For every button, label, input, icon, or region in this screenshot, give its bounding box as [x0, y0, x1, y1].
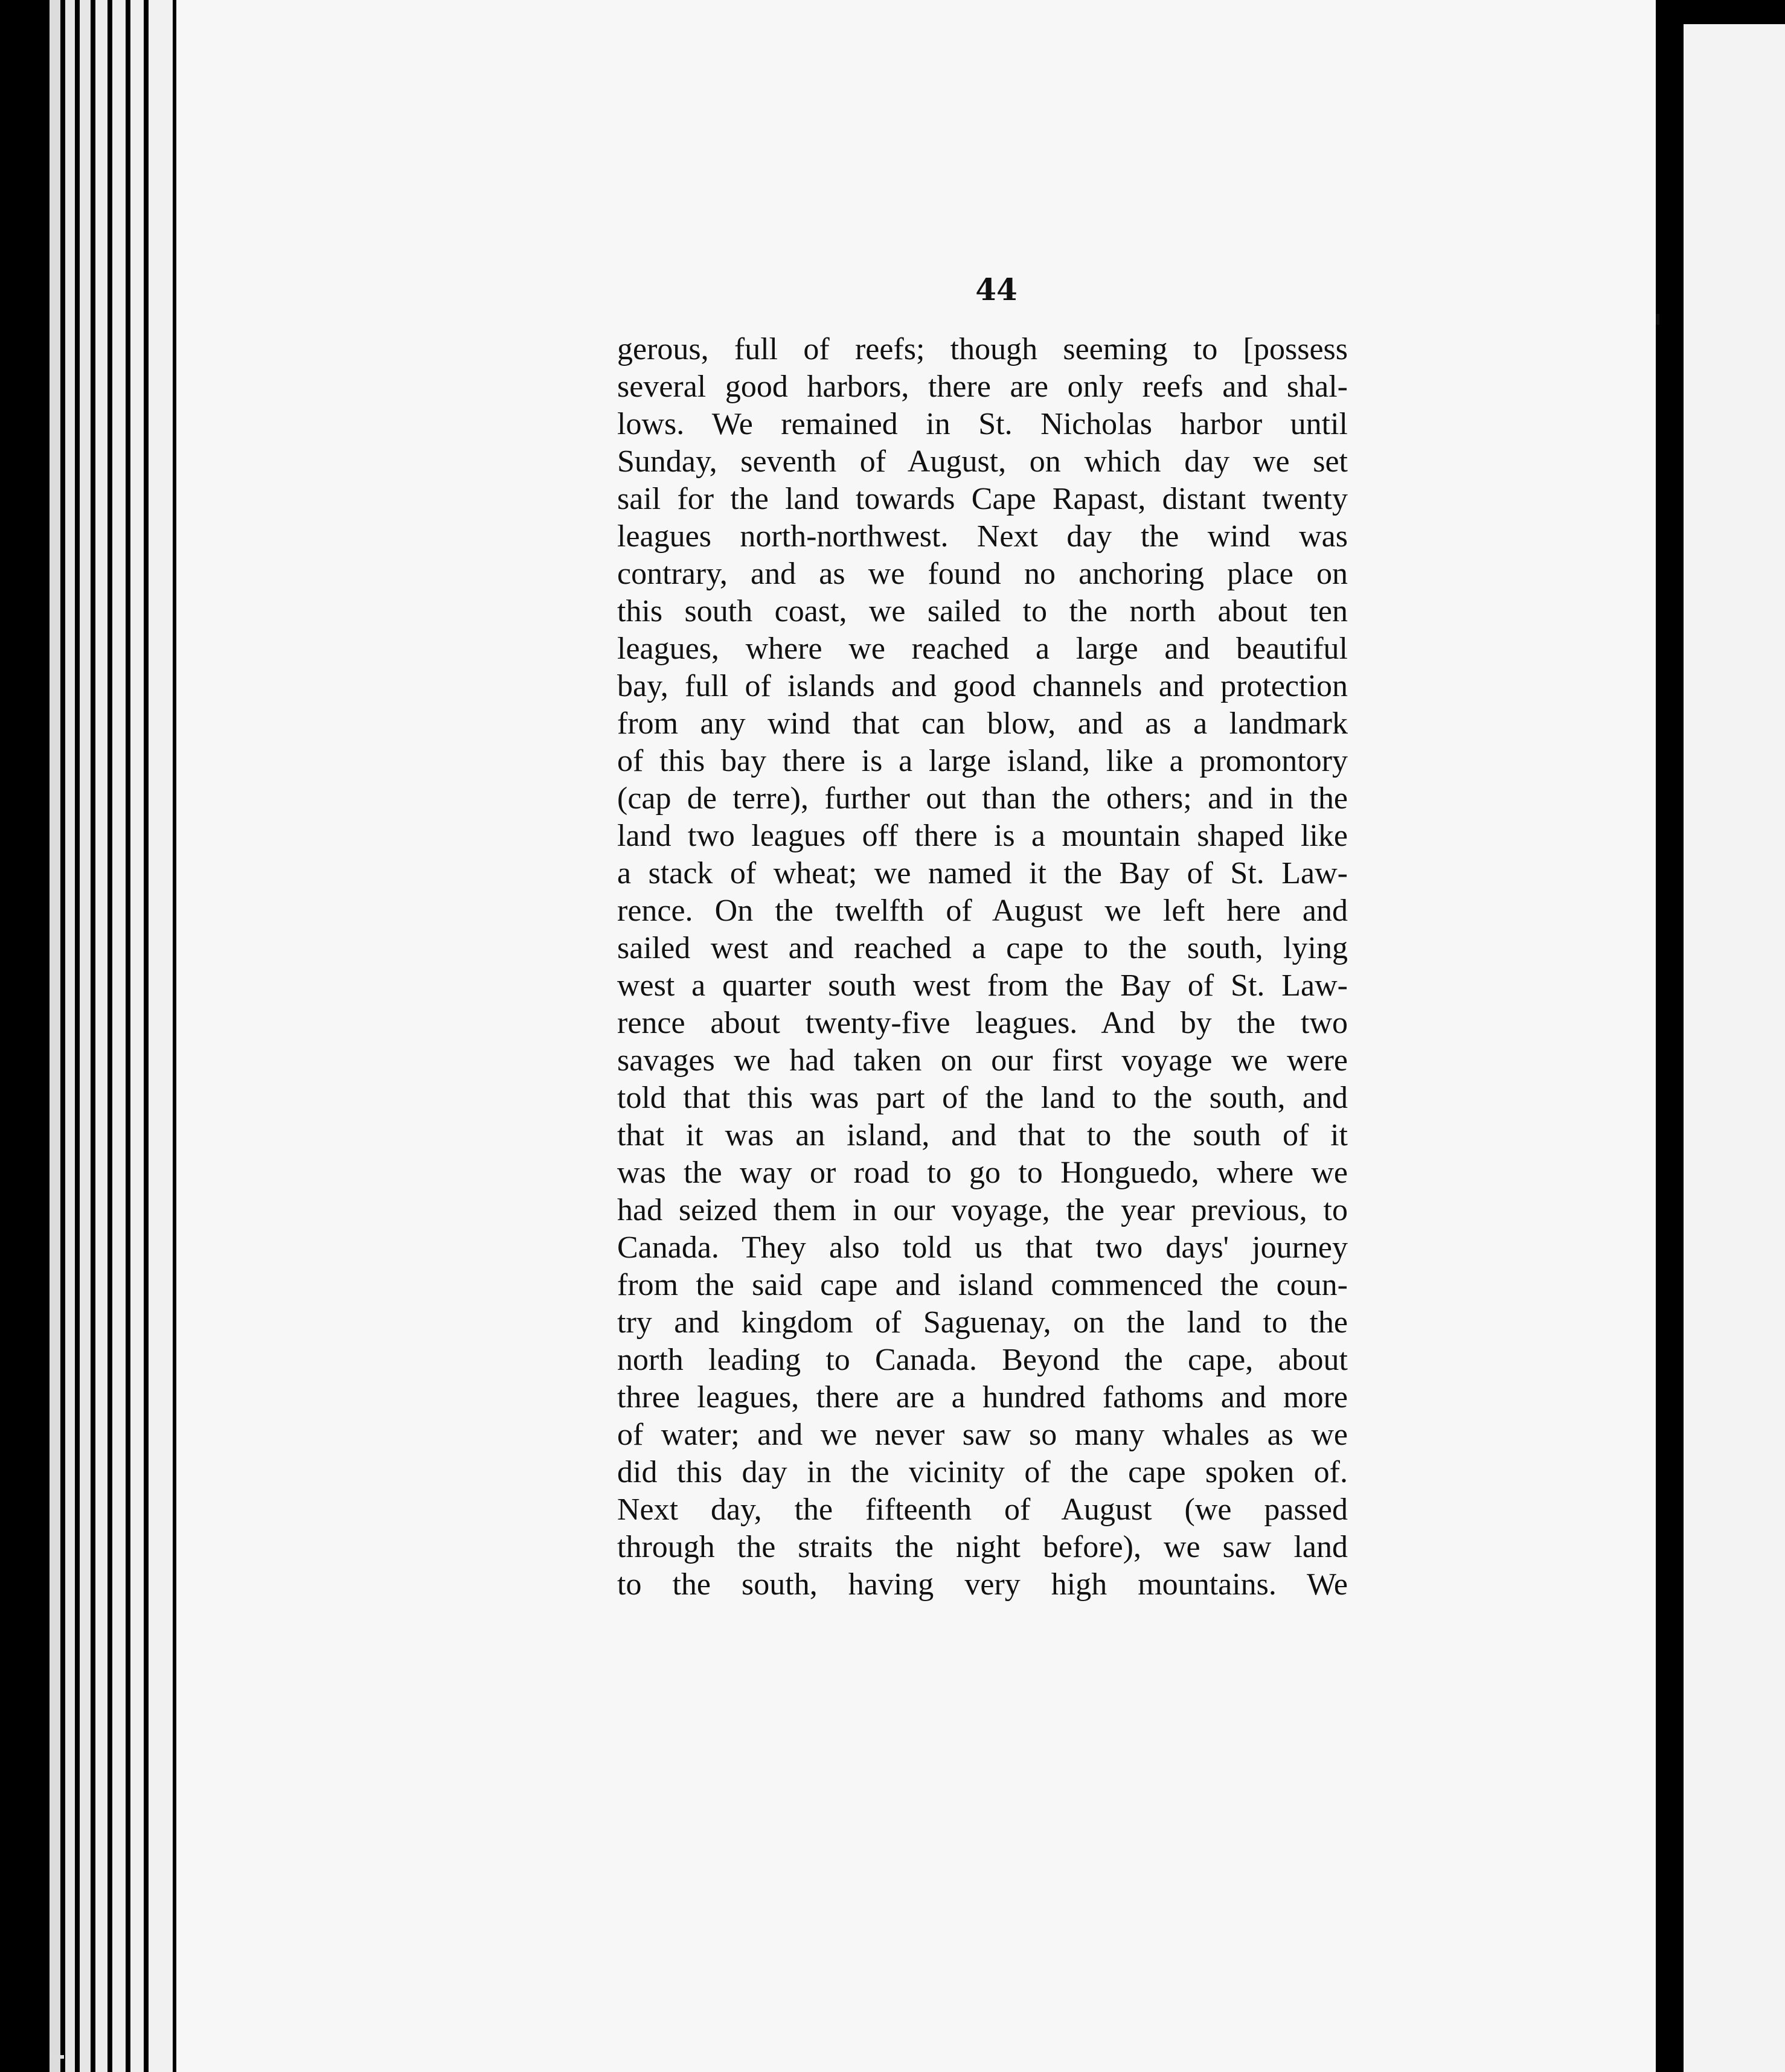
text-line: a stack of wheat; we named it the Bay of St. Law- — [617, 856, 1348, 891]
text-line: west a quarter south west from the Bay of St. Law- — [617, 968, 1348, 1003]
text-line: several good harbors, there are only reefs and shal- — [617, 369, 1348, 404]
text-line: was the way or road to go to Honguedo, where we — [617, 1156, 1348, 1190]
text-line: leagues north-northwest. Next day the wind was — [617, 519, 1348, 554]
text-line: rence. On the twelfth of August we left here and — [617, 894, 1348, 928]
text-line: of water; and we never saw so many whales as we — [617, 1418, 1348, 1452]
text-line: three leagues, there are a hundred fathoms and more — [617, 1380, 1348, 1415]
text-line: from the said cape and island commenced the coun- — [617, 1268, 1348, 1302]
text-line: told that this was part of the land to the south, and — [617, 1081, 1348, 1115]
text-line: (cap de terre), further out than the others; and in the — [617, 781, 1348, 816]
text-line: land two leagues off there is a mountain shaped like — [617, 819, 1348, 853]
text-line: contrary, and as we found no anchoring place on — [617, 557, 1348, 591]
text-line: of this bay there is a large island, like a promontory — [617, 744, 1348, 778]
text-line: Canada. They also told us that two days' journey — [617, 1230, 1348, 1265]
page-edge — [149, 0, 173, 2072]
body-text — [617, 331, 1348, 1604]
page-edge — [50, 0, 60, 2072]
text-line: had seized them in our voyage, the year previous, to — [617, 1193, 1348, 1227]
text-line: from any wind that can blow, and as a landmark — [617, 706, 1348, 741]
facing-page-edge — [1684, 24, 1785, 2072]
text-line: bay, full of islands and good channels and protection — [617, 669, 1348, 703]
text-line: sail for the land towards Cape Rapast, distant twenty — [617, 482, 1348, 516]
text-line: try and kingdom of Saguenay, on the land to the — [617, 1305, 1348, 1340]
text-line: savages we had taken on our first voyage we were — [617, 1043, 1348, 1078]
text-line: gerous, full of reefs; though seeming to [possess — [617, 332, 1348, 366]
scan-speck — [1656, 314, 1659, 325]
page-edge — [95, 0, 107, 2072]
text-line: rence about twenty-five leagues. And by the two — [617, 1006, 1348, 1040]
text-line: to the south, having very high mountains. We — [617, 1567, 1348, 1602]
page-number: 44 — [975, 272, 1017, 307]
page-edge — [65, 0, 75, 2072]
text-line: Sunday, seventh of August, on which day we set — [617, 444, 1348, 479]
text-line: north leading to Canada. Beyond the cape, about — [617, 1343, 1348, 1377]
text-line: Next day, the fifteenth of August (we passed — [617, 1492, 1348, 1527]
text-line: lows. We remained in St. Nicholas harbor until — [617, 407, 1348, 441]
text-line: that it was an island, and that to the south of it — [617, 1118, 1348, 1153]
scan-speck — [51, 2055, 64, 2059]
text-line: through the straits the night before), we saw land — [617, 1530, 1348, 1564]
page-edge — [112, 0, 126, 2072]
page-edge — [130, 0, 144, 2072]
text-line: this south coast, we sailed to the north about ten — [617, 594, 1348, 628]
text-line: sailed west and reached a cape to the south, lying — [617, 931, 1348, 965]
text-line: leagues, where we reached a large and beautiful — [617, 632, 1348, 666]
text-line: did this day in the vicinity of the cape spoken of. — [617, 1455, 1348, 1489]
page-edge — [80, 0, 91, 2072]
